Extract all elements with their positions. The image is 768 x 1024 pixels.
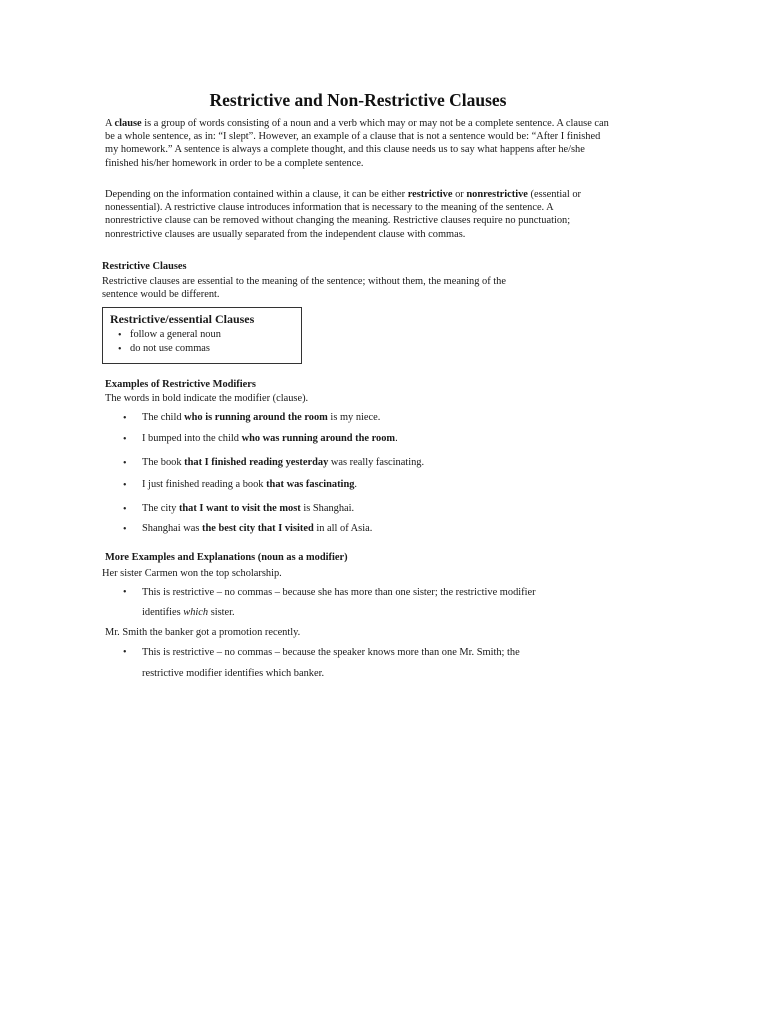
intro-lead: A (105, 118, 115, 129)
bullet-icon: • (118, 344, 122, 355)
depending-part1: Depending on the information contained within a clause, it can be either (105, 189, 408, 200)
restrictive-clauses-heading: Restrictive Clauses (102, 261, 187, 272)
example-text: is Shanghai. (300, 503, 355, 514)
example-text: . (395, 433, 398, 444)
bullet-icon: • (123, 413, 127, 424)
example-item (142, 453, 424, 473)
bullet-icon: • (123, 504, 127, 515)
example-text: in all of Asia. (313, 523, 373, 534)
example-item (142, 408, 380, 428)
restrictive-summary-box (102, 307, 302, 364)
example-text: is my niece. (327, 412, 381, 423)
page-title: Restrictive and Non-Restrictive Clauses (209, 90, 507, 110)
depending-or: or (452, 189, 467, 200)
examples-subtitle: The words in bold indicate the modifier (clause). (105, 393, 309, 404)
example-text: The book (142, 457, 185, 468)
example-text: The city (142, 503, 179, 514)
depending-part2: (essential or nonessential). A restrictive clause introduces information that is necessary to the meaning of the sentence. A nonrestrictive clause can be removed without changing the meaning. Restrictive clauses require no punctuation; nonrestrictive clauses are usually separated from the independent clause with commas. (105, 189, 582, 240)
example-text: was really fascinating. (328, 457, 425, 468)
box-item: follow a general noun (130, 329, 221, 340)
example-modifier: the best city that I visited (202, 523, 314, 534)
nonrestrictive-term: nonrestrictive (466, 189, 528, 200)
bullet-icon: • (123, 524, 127, 535)
more-sentence-2: Mr. Smith the banker got a promotion recently. (105, 627, 301, 638)
intro-paragraph (105, 117, 610, 170)
example-text: The child (142, 412, 185, 423)
example-text: Shanghai was (142, 523, 203, 534)
restrictive-line-2: sentence would be different. (102, 289, 220, 300)
bullet-icon: • (123, 480, 127, 491)
example-modifier: that was fascinating (266, 479, 355, 490)
bullet-icon: • (123, 647, 127, 658)
restrictive-term: restrictive (407, 189, 453, 200)
examples-heading: Examples of Restrictive Modifiers (105, 379, 256, 390)
more-sentence-1: Her sister Carmen won the top scholarship. (102, 568, 282, 579)
explanation-line: This is restrictive – no commas – because she has more than one sister; the restrictive modifier (142, 587, 536, 598)
example-item (142, 429, 398, 449)
example-item (142, 499, 354, 519)
explanation-emphasis: which (183, 607, 209, 618)
bullet-icon: • (123, 458, 127, 469)
example-modifier: who was running around the room (241, 433, 396, 444)
example-text: I bumped into the child (142, 433, 242, 444)
intro-text: is a group of words consisting of a noun and a verb which may or may not be a complete sentence. A clause can be a whole sentence, as in: “I slept”. However, an example of a clause that is not a sentence would be: “After I finished my homework.” A sentence is always a complete thought, and this clause needs us to say what happens after he/she finished his/her homework in order to be a complete sentence. (105, 118, 609, 169)
example-modifier: that I want to visit the most (178, 503, 301, 514)
bullet-icon: • (123, 587, 127, 598)
explanation-line: This is restrictive – no commas – because the speaker knows more than one Mr. Smith; the (142, 647, 520, 658)
explanation-line: restrictive modifier identifies which banker. (142, 668, 325, 679)
box-item: do not use commas (130, 343, 210, 354)
box-title: Restrictive/essential Clauses (110, 312, 255, 326)
example-modifier: who is running around the room (184, 412, 328, 423)
explanation-text: sister. (208, 607, 235, 618)
clause-term: clause (114, 118, 142, 129)
explanation-line (142, 606, 235, 619)
depending-paragraph (105, 188, 610, 241)
restrictive-line-1: Restrictive clauses are essential to the meaning of the sentence; without them, the meaning of the (102, 276, 506, 287)
explanation-text: identifies (142, 607, 184, 618)
example-text: . (354, 479, 358, 490)
bullet-icon: • (118, 330, 122, 341)
example-modifier: that I finished reading yesterday (184, 457, 329, 468)
more-examples-heading: More Examples and Explanations (noun as a modifier) (105, 552, 348, 563)
example-item (142, 519, 372, 539)
bullet-icon: • (123, 434, 127, 445)
example-item (142, 475, 357, 495)
example-text: I just finished reading a book (142, 479, 267, 490)
